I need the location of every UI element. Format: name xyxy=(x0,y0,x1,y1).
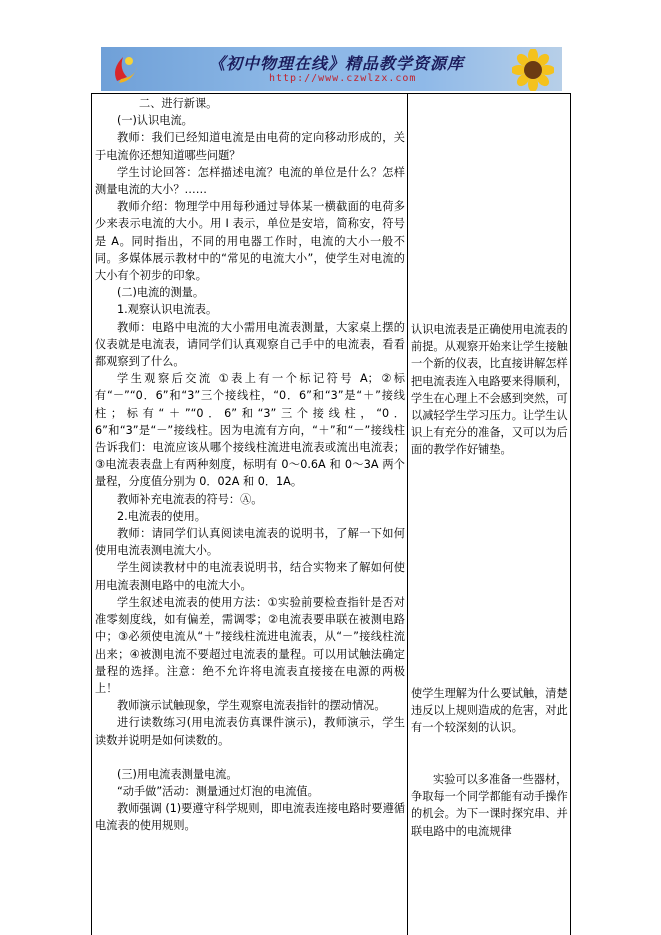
section-heading: 二、进行新课。 xyxy=(139,97,218,110)
paragraph: 教师：请同学们认真阅读电流表的说明书，了解一下如何使用电流表测电流大小。 xyxy=(95,527,405,558)
subsection-heading: 2.电流表的使用。 xyxy=(117,509,206,523)
header-title: 《初中物理在线》精品教学资源库 xyxy=(209,54,465,73)
subsection-heading: (三)用电流表测量电流。 xyxy=(117,767,238,781)
design-note xyxy=(411,685,568,737)
column-divider xyxy=(407,93,408,935)
lesson-process-column xyxy=(95,95,405,835)
design-note xyxy=(411,321,568,459)
note-text: 使学生理解为什么要试触，清楚违反以上规则造成的危害，对此有一个较深刻的认识。 xyxy=(411,687,568,735)
paragraph: 教师介绍：物理学中用每秒通过导体某一横截面的电荷多少来表示电流的大小。用 I 表示，单位是安培，简称安，符号是 A。同时指出，不同的用电器工作时，电流的大小一般不同。多媒体展示教材中的“常见的电流大小”，使学生对电流的大小有个初步的印象。 xyxy=(95,200,405,283)
paragraph: “动手做”活动：测量通过灯泡的电流值。 xyxy=(117,784,319,798)
header-url: http://www.czwlzx.com xyxy=(269,73,417,84)
paragraph: 教师：我们已经知道电流是由电荷的定向移动形成的，关于电流你还想知道哪些问题？ xyxy=(95,131,405,162)
paragraph: 学生观察后交流 ①表上有一个标记符号 A；②标有“－”“0．6”和“3”三个接线柱，“0．6”和“3”是“＋”接线柱；标有“＋”“0．6”和“3”三个接线柱，“0．6”和“3”是“－”接线柱。因为电流有方向，“＋”和“－”接线柱告诉我们：电流应该从哪个接线柱流进电流表或流出电流表；③电流表表盘上有两种刻度，标明有 0～0.6A 和 0～3A 两个量程，分度值分别为 0．02A 和 0．1A。 xyxy=(95,372,405,489)
paragraph: 教师强调 (1)要遵守科学规则，即电流表连接电路时要遵循电流表的使用规则。 xyxy=(95,802,405,833)
logo-icon xyxy=(107,51,143,87)
subsection-heading: (一)认识电流。 xyxy=(117,114,193,128)
note-text: 认识电流表是正确使用电流表的前提。从观察开始来让学生接触一个新的仪表，比直接讲解怎样把电流表连入电路要来得顺利，学生在心理上不会感到突然，可以减轻学生学习压力。让学生认识上有充分的准备，又可以为后面的教学作好铺垫。 xyxy=(411,323,568,457)
paragraph: 教师：电路中电流的大小需用电流表测量，大家桌上摆的仪表就是电流表，请同学们认真观察自己手中的电流表，看看都观察到了什么。 xyxy=(95,320,405,369)
paragraph: 教师补充电流表的符号：Ⓐ。 xyxy=(117,492,263,506)
paragraph: 学生叙述电流表的使用方法：①实验前要检查指针是否对准零刻度线，如有偏差，需调零；②电流表要串联在被测电路中；③必须使电流从“＋”接线柱流进电流表，从“－”接线柱流出来；④被测电流不要超过电流表的量程。可以用试触法确定量程的选择。注意：绝不允许将电流表直接接在电源的两极上！ xyxy=(95,595,405,695)
header-banner xyxy=(101,47,562,91)
paragraph: 学生讨论回答：怎样描述电流？电流的单位是什么？怎样测量电流的大小？…… xyxy=(95,165,405,197)
paragraph: 进行读数练习(用电流表仿真课件演示)，教师演示，学生读数并说明是如何读数的。 xyxy=(95,716,405,747)
subsection-heading: (二)电流的测量。 xyxy=(117,286,205,300)
subsection-heading: 1.观察认识电流表。 xyxy=(117,303,218,317)
paragraph: 教师演示试触现象，学生观察电流表指针的摆动情况。 xyxy=(117,699,386,713)
sunflower-icon xyxy=(512,49,554,91)
paragraph: 学生阅读教材中的电流表说明书，结合实物来了解如何使用电流表测电路中的电流大小。 xyxy=(95,561,405,592)
note-text: 实验可以多准备一些器材，争取每一个同学都能有动手操作的机会。为下一课时探究串、并联电路中的电流规律 xyxy=(411,773,568,838)
design-note xyxy=(411,771,568,840)
